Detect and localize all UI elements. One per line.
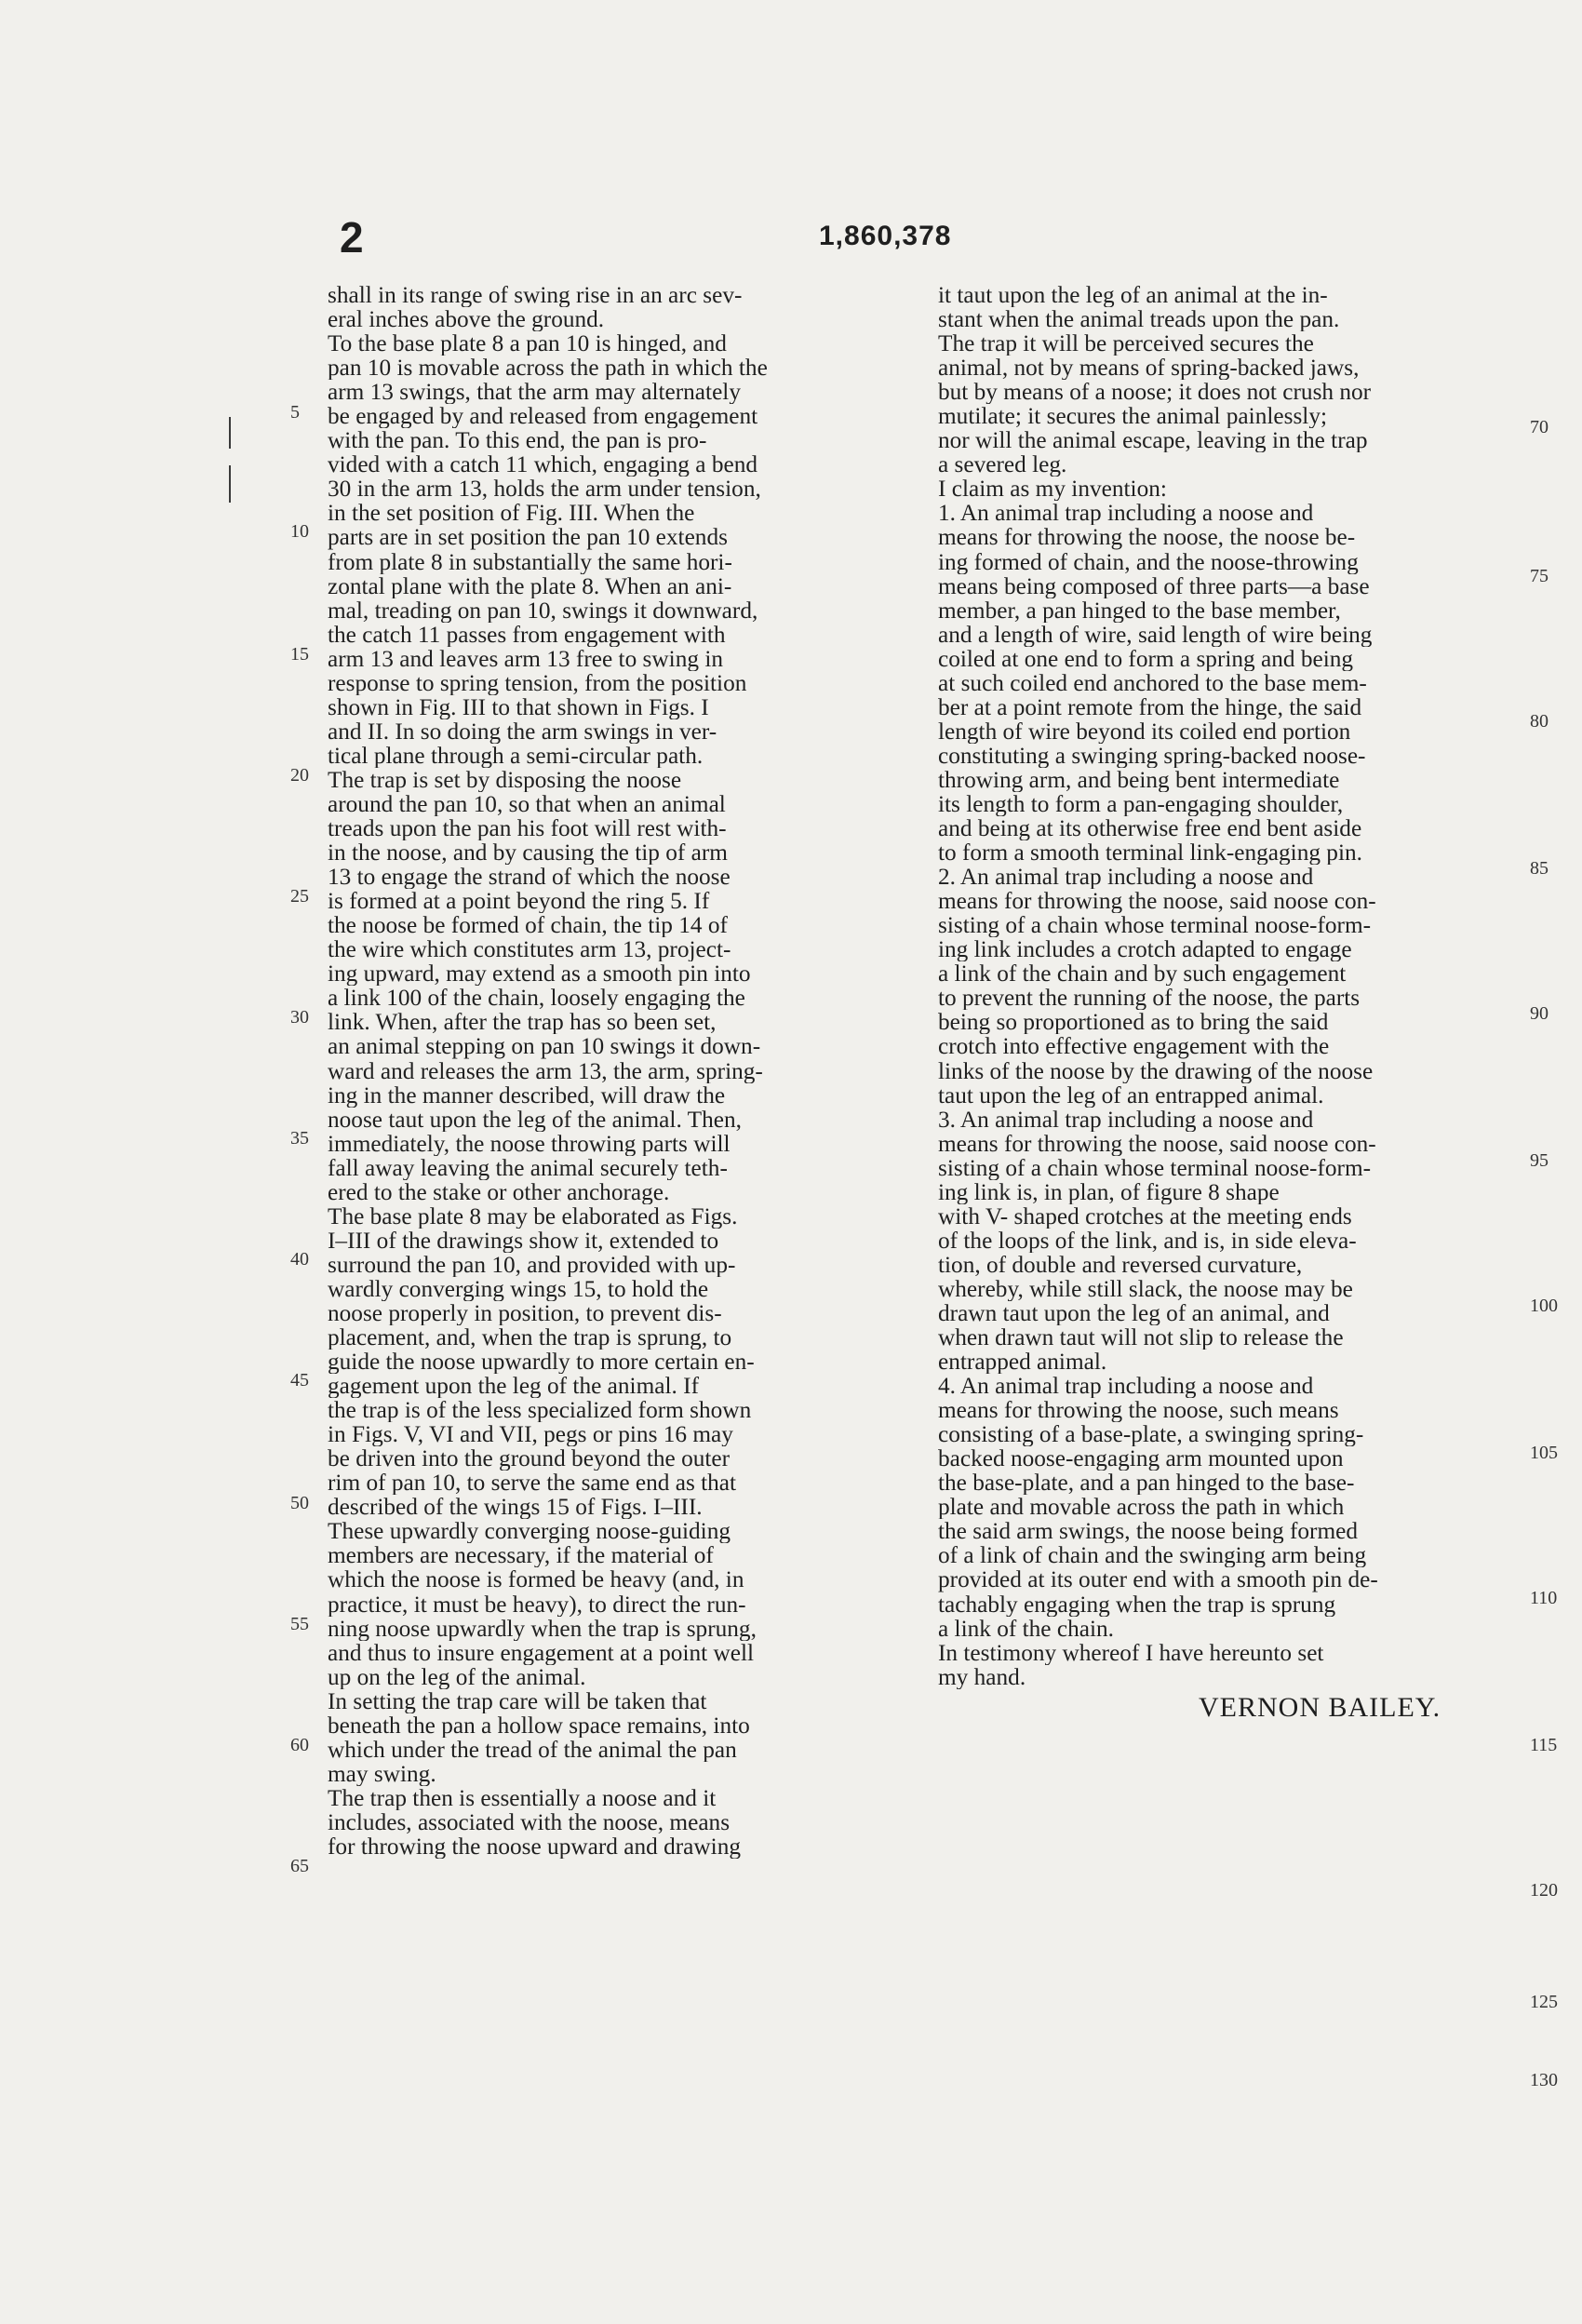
text-line: my hand.	[938, 1664, 1026, 1689]
line-number: 85	[1530, 858, 1548, 879]
text-line: but by means of a noose; it does not crush nor	[938, 380, 1372, 405]
text-line: length of wire beyond its coiled end portion	[938, 719, 1351, 744]
text-line: and being at its otherwise free end bent aside	[938, 816, 1362, 841]
text-line: practice, it must be heavy), to direct the run-	[328, 1592, 746, 1617]
text-line: described of the wings 15 of Figs. I–III.	[328, 1495, 703, 1520]
text-line: sisting of a chain whose terminal noose-form-	[938, 1155, 1372, 1180]
text-line: The trap it will be perceived secures the	[938, 331, 1314, 356]
text-line: may swing.	[328, 1761, 436, 1786]
text-line: link. When, after the trap has so been set,	[328, 1010, 717, 1035]
text-line: rim of pan 10, to serve the same end as that	[328, 1471, 737, 1496]
line-number: 40	[290, 1249, 309, 1269]
text-line: drawn taut upon the leg of an animal, and	[938, 1300, 1330, 1326]
text-line: 13 to engage the strand of which the noose	[328, 865, 731, 890]
text-line: to form a smooth terminal link-engaging pin.	[938, 840, 1362, 866]
text-line: entrapped animal.	[938, 1350, 1107, 1375]
line-number: 5	[290, 402, 300, 423]
text-line: the noose be formed of chain, the tip 14 of	[328, 913, 728, 938]
right-column-text	[938, 283, 1534, 1689]
text-line: In setting the trap care will be taken that	[328, 1688, 707, 1713]
text-line: means for throwing the noose, said noose con-	[938, 1131, 1376, 1156]
text-line: ing link includes a crotch adapted to engage	[938, 937, 1352, 962]
line-number: 25	[290, 886, 309, 907]
line-number: 95	[1530, 1150, 1548, 1171]
line-number: 115	[1530, 1735, 1558, 1755]
text-line: noose taut upon the leg of the animal. Then,	[328, 1107, 742, 1132]
text-line: a link of the chain.	[938, 1616, 1114, 1641]
text-line: arm 13 swings, that the arm may alternately	[328, 380, 741, 405]
line-number: 30	[290, 1007, 309, 1028]
text-line: response to spring tension, from the position	[328, 670, 747, 695]
text-line: ward and releases the arm 13, the arm, spring-	[328, 1058, 763, 1083]
text-line: stant when the animal treads upon the pan.	[938, 307, 1340, 332]
text-line: it taut upon the leg of an animal at the in-	[938, 283, 1328, 308]
text-line: ing upward, may extend as a smooth pin into	[328, 961, 751, 987]
line-number: 20	[290, 765, 309, 786]
text-line: These upwardly converging noose-guiding	[328, 1519, 731, 1544]
margin-mark	[229, 417, 231, 449]
text-line: To the base plate 8 a pan 10 is hinged, and	[328, 331, 727, 356]
line-number: 45	[290, 1370, 309, 1390]
text-line: means for throwing the noose, the noose be-	[938, 525, 1356, 550]
text-line: ing in the manner described, will draw the	[328, 1082, 726, 1108]
text-line: arm 13 and leaves arm 13 free to swing in	[328, 646, 723, 671]
text-line: In testimony whereof I have hereunto set	[938, 1640, 1324, 1665]
line-number: 50	[290, 1493, 309, 1513]
text-line: when drawn taut will not slip to release the	[938, 1325, 1344, 1350]
text-line: The trap is set by disposing the noose	[328, 767, 682, 792]
text-line: shown in Fig. III to that shown in Figs. I	[328, 694, 709, 719]
text-line: wardly converging wings 15, to hold the	[328, 1276, 709, 1301]
text-line: for throwing the noose upward and drawing	[328, 1834, 741, 1860]
text-line: which the noose is formed be heavy (and, in	[328, 1567, 744, 1592]
text-line: in the noose, and by causing the tip of arm	[328, 840, 728, 866]
text-line: which under the tread of the animal the pan	[328, 1737, 737, 1762]
text-line: and a length of wire, said length of wire being	[938, 622, 1373, 647]
text-line: whereby, while still slack, the noose may be	[938, 1276, 1353, 1301]
line-number: 55	[290, 1614, 309, 1634]
text-line: ning noose upwardly when the trap is sprung,	[328, 1616, 757, 1641]
text-line: up on the leg of the animal.	[328, 1664, 586, 1689]
line-number: 10	[290, 521, 309, 542]
text-line: its length to form a pan-engaging shoulder,	[938, 791, 1344, 817]
text-line: be driven into the ground beyond the outer	[328, 1446, 731, 1471]
page-number: 2	[340, 213, 364, 262]
text-line: beneath the pan a hollow space remains, into	[328, 1713, 750, 1738]
text-line: links of the noose by the drawing of the noose	[938, 1058, 1374, 1083]
text-line: immediately, the noose throwing parts will	[328, 1131, 731, 1156]
line-number: 70	[1530, 417, 1548, 437]
line-number: 110	[1530, 1588, 1558, 1608]
text-line: nor will the animal escape, leaving in the trap	[938, 428, 1368, 453]
text-line: being so proportioned as to bring the said	[938, 1010, 1329, 1035]
text-line: the said arm swings, the noose being formed	[938, 1519, 1359, 1544]
text-line: members are necessary, if the material of	[328, 1543, 714, 1568]
text-line: a link of the chain and by such engagement	[938, 961, 1347, 987]
text-line: The trap then is essentially a noose and it	[328, 1785, 717, 1810]
text-line: pan 10 is movable across the path in which the	[328, 356, 768, 381]
text-line: 1. An animal trap including a noose and	[938, 501, 1314, 526]
text-line: throwing arm, and being bent intermediate	[938, 767, 1340, 792]
text-line: I–III of the drawings show it, extended to	[328, 1228, 719, 1253]
text-line: means being composed of three parts—a base	[938, 573, 1370, 598]
text-line: a link 100 of the chain, loosely engaging the	[328, 986, 745, 1011]
text-line: parts are in set position the pan 10 extends	[328, 525, 728, 550]
text-line: with the pan. To this end, the pan is pro-	[328, 428, 707, 453]
text-line: member, a pan hinged to the base member,	[938, 598, 1341, 623]
text-line: consisting of a base-plate, a swinging spring-	[938, 1422, 1364, 1447]
text-line: and II. In so doing the arm swings in ver-	[328, 719, 717, 744]
text-line: be engaged by and released from engagement	[328, 404, 758, 429]
text-line: around the pan 10, so that when an animal	[328, 791, 726, 817]
text-line: mutilate; it secures the animal painlessly;	[938, 404, 1327, 429]
left-column-text	[328, 283, 923, 1859]
text-line: at such coiled end anchored to the base mem-	[938, 670, 1367, 695]
line-number: 125	[1530, 1992, 1558, 2012]
text-line: 2. An animal trap including a noose and	[938, 865, 1314, 890]
text-line: The base plate 8 may be elaborated as Figs.	[328, 1203, 738, 1229]
text-line: tical plane through a semi-circular path.	[328, 743, 704, 768]
text-line: animal, not by means of spring-backed jaws,	[938, 356, 1360, 381]
text-line: crotch into effective engagement with the	[938, 1034, 1330, 1059]
text-line: eral inches above the ground.	[328, 307, 605, 332]
text-line: the base-plate, and a pan hinged to the base-	[938, 1471, 1355, 1496]
text-line: means for throwing the noose, said noose con-	[938, 889, 1376, 914]
text-line: ing link is, in plan, of figure 8 shape	[938, 1179, 1280, 1204]
margin-mark	[229, 465, 231, 503]
line-number: 60	[290, 1735, 309, 1755]
line-number: 90	[1530, 1003, 1548, 1024]
text-line: gagement upon the leg of the animal. If	[328, 1374, 699, 1399]
text-line: treads upon the pan his foot will rest with-	[328, 816, 727, 841]
text-line: surround the pan 10, and provided with up-	[328, 1252, 736, 1277]
text-line: provided at its outer end with a smooth pin de-	[938, 1567, 1378, 1592]
line-number: 80	[1530, 711, 1548, 732]
text-line: sisting of a chain whose terminal noose-form-	[938, 913, 1372, 938]
text-line: ered to the stake or other anchorage.	[328, 1179, 670, 1204]
text-line: in the set position of Fig. III. When the	[328, 501, 695, 526]
text-line: includes, associated with the noose, means	[328, 1809, 731, 1834]
inventor-signature: VERNON BAILEY.	[1199, 1692, 1441, 1723]
text-line: means for throwing the noose, such means	[938, 1398, 1339, 1423]
text-line: the trap is of the less specialized form shown	[328, 1398, 752, 1423]
text-line: plate and movable across the path in which	[938, 1495, 1345, 1520]
line-number: 65	[290, 1856, 309, 1876]
text-line: vided with a catch 11 which, engaging a bend	[328, 452, 757, 477]
text-line: I claim as my invention:	[938, 477, 1167, 502]
text-line: from plate 8 in substantially the same hori-	[328, 549, 732, 574]
text-line: an animal stepping on pan 10 swings it down-	[328, 1034, 761, 1059]
text-line: the wire which constitutes arm 13, project-	[328, 937, 731, 962]
text-line: coiled at one end to form a spring and being	[938, 646, 1354, 671]
patent-number: 1,860,378	[819, 221, 952, 251]
text-line: to prevent the running of the noose, the parts	[938, 986, 1361, 1011]
line-number: 15	[290, 644, 309, 665]
text-line: zontal plane with the plate 8. When an ani-	[328, 573, 732, 598]
text-line: tion, of double and reversed curvature,	[938, 1252, 1303, 1277]
text-line: taut upon the leg of an entrapped animal.	[938, 1082, 1324, 1108]
text-line: shall in its range of swing rise in an arc sev-	[328, 283, 743, 308]
text-line: mal, treading on pan 10, swings it downward,	[328, 598, 758, 623]
text-line: noose properly in position, to prevent dis-	[328, 1300, 722, 1326]
text-line: 30 in the arm 13, holds the arm under tension,	[328, 477, 761, 502]
text-line: with V- shaped crotches at the meeting ends	[938, 1203, 1352, 1229]
text-line: of a link of chain and the swinging arm being	[938, 1543, 1367, 1568]
line-number: 35	[290, 1128, 309, 1149]
text-line: placement, and, when the trap is sprung, to	[328, 1325, 732, 1350]
text-line: ber at a point remote from the hinge, the said	[938, 694, 1362, 719]
text-line: in Figs. V, VI and VII, pegs or pins 16 may	[328, 1422, 733, 1447]
text-line: and thus to insure engagement at a point well	[328, 1640, 755, 1665]
text-line: ing formed of chain, and the noose-throwing	[938, 549, 1359, 574]
line-number: 75	[1530, 566, 1548, 586]
text-line: backed noose-engaging arm mounted upon	[938, 1446, 1344, 1471]
text-line: fall away leaving the animal securely teth-	[328, 1155, 728, 1180]
line-number: 120	[1530, 1880, 1558, 1901]
text-line: 3. An animal trap including a noose and	[938, 1107, 1314, 1132]
text-line: constituting a swinging spring-backed noose-	[938, 743, 1366, 768]
text-line: guide the noose upwardly to more certain en-	[328, 1350, 755, 1375]
text-line: the catch 11 passes from engagement with	[328, 622, 726, 647]
line-number: 100	[1530, 1296, 1558, 1316]
line-number: 130	[1530, 2070, 1558, 2090]
line-number: 105	[1530, 1443, 1558, 1463]
text-line: 4. An animal trap including a noose and	[938, 1374, 1314, 1399]
text-line: tachably engaging when the trap is sprung	[938, 1592, 1336, 1617]
text-line: is formed at a point beyond the ring 5. If	[328, 889, 710, 914]
text-line: of the loops of the link, and is, in side eleva-	[938, 1228, 1357, 1253]
text-line: a severed leg.	[938, 452, 1067, 477]
